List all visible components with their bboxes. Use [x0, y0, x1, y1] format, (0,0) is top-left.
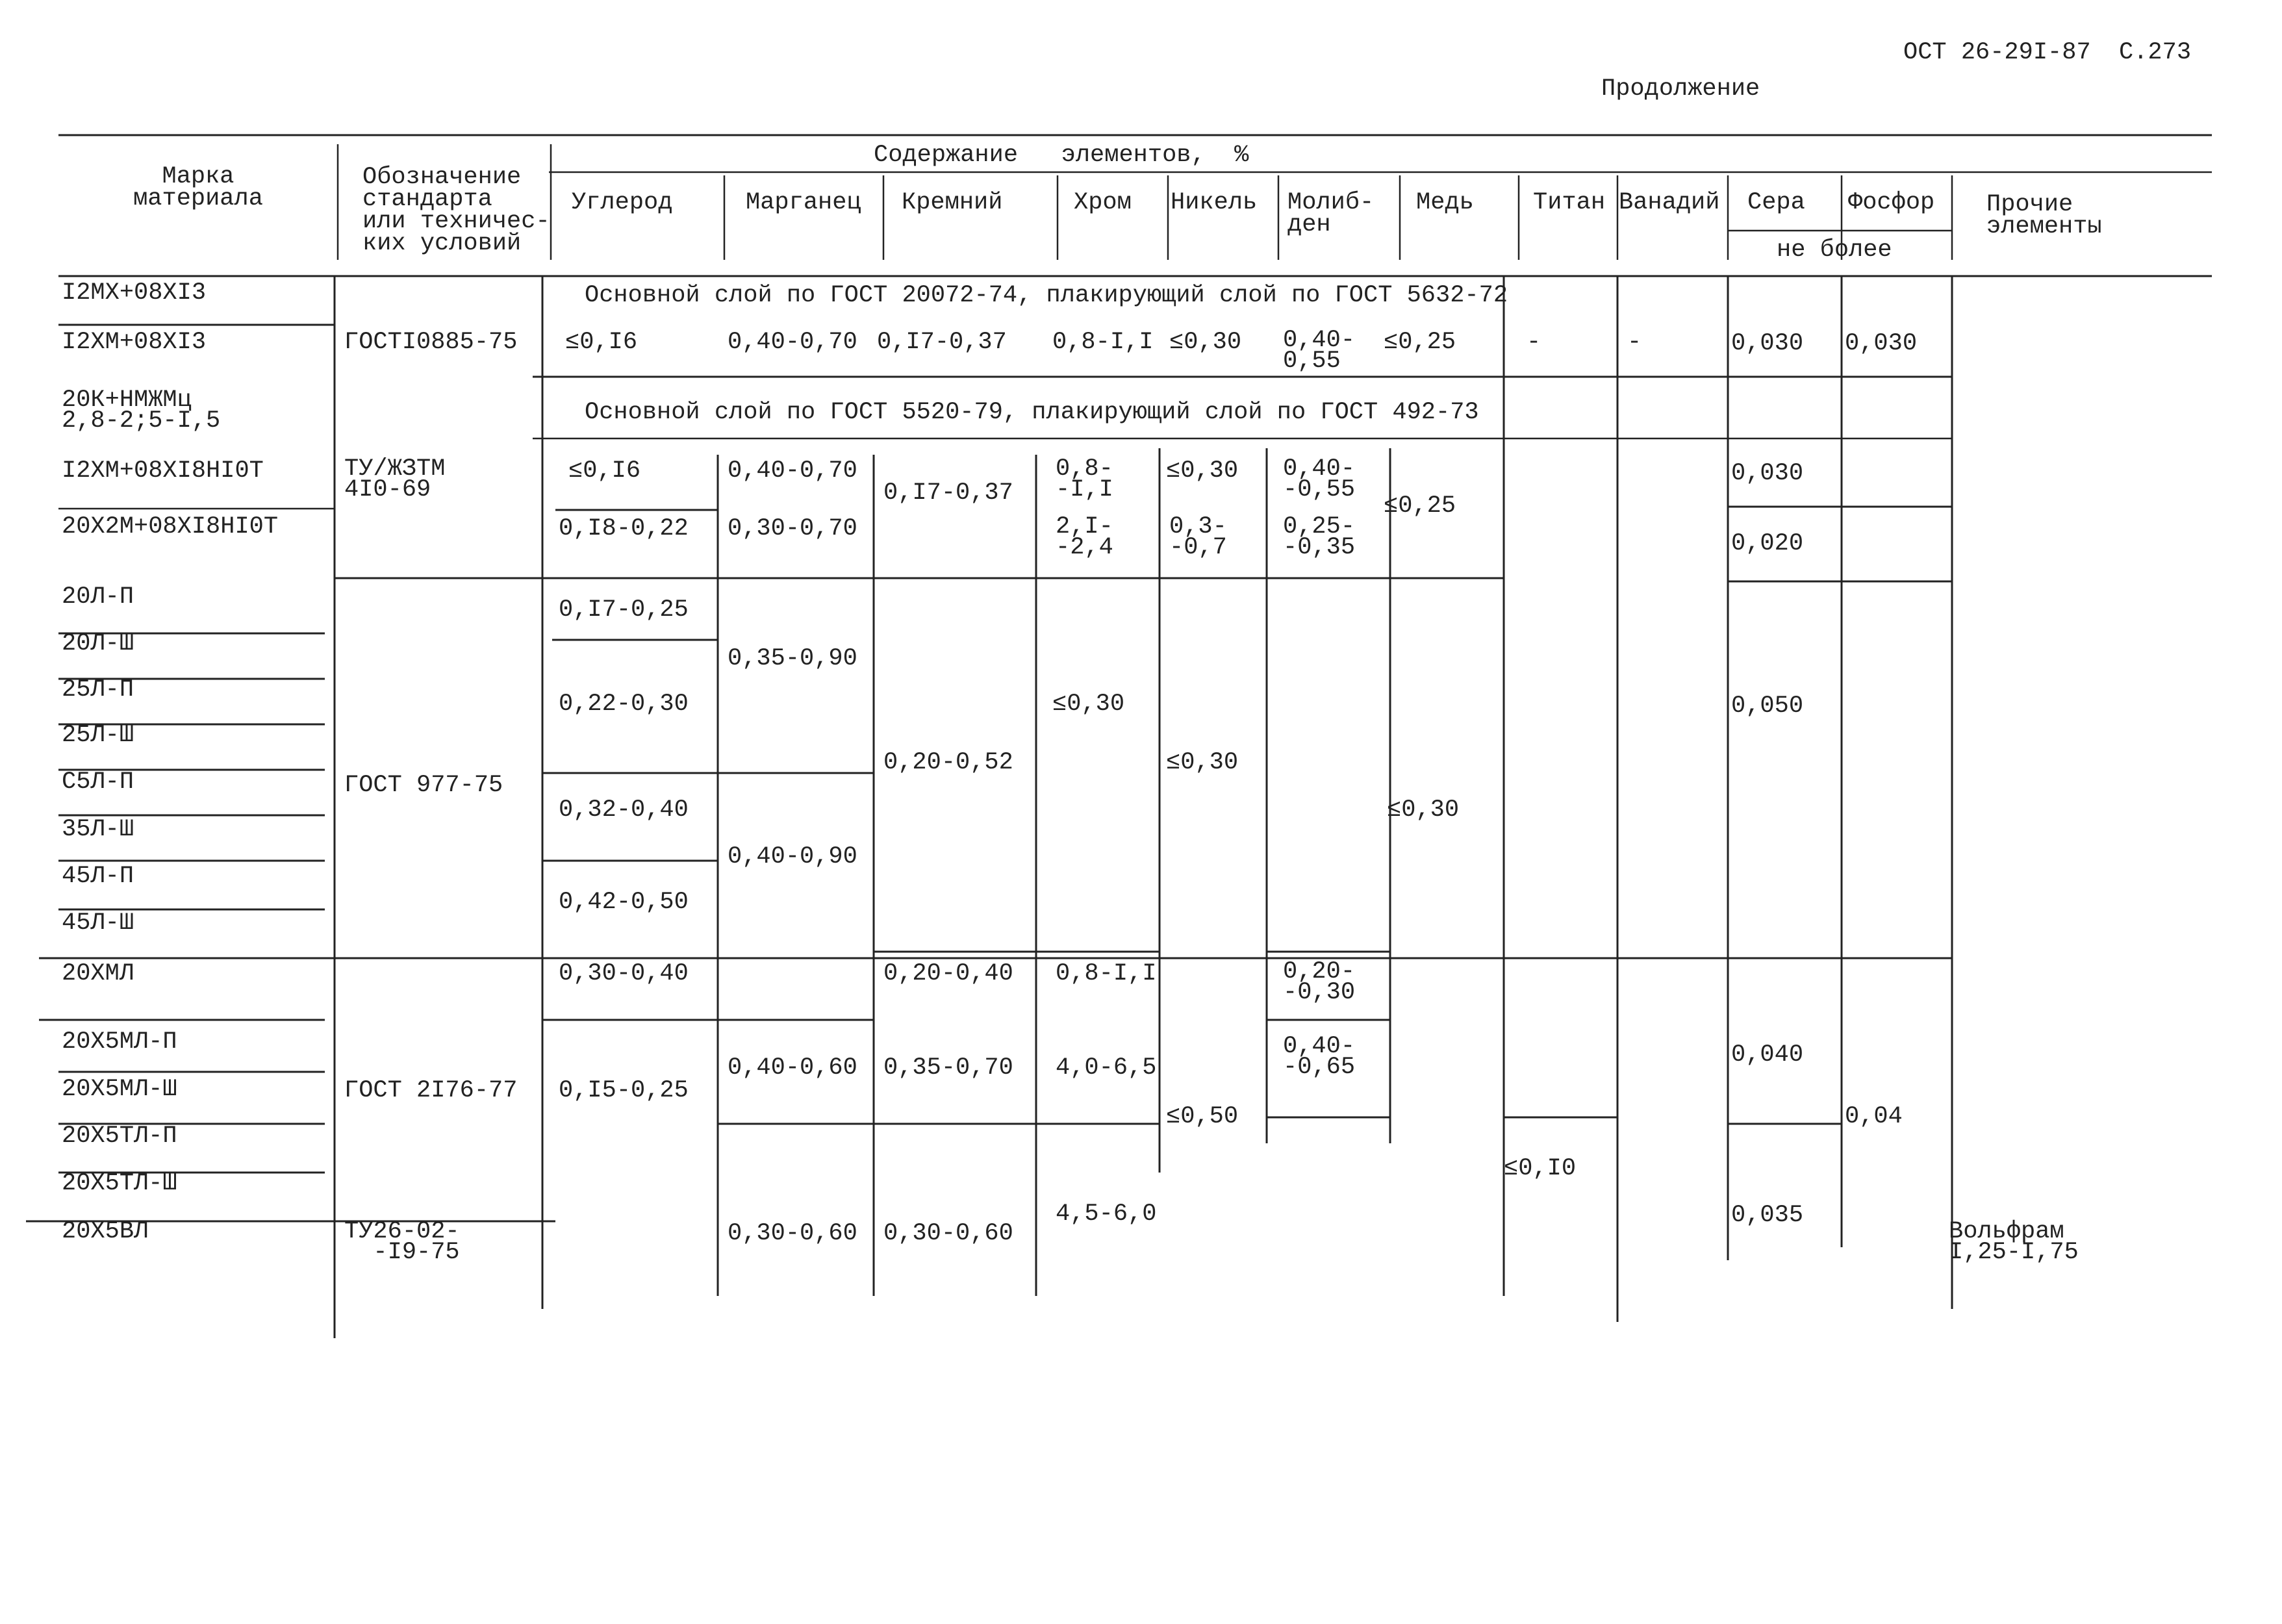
grade-20x2m-08xi8hi0t: 20X2M+08XI8HI0T — [62, 513, 279, 540]
carbon-20x2m: 0,I8-0,22 — [559, 515, 689, 542]
header-sulfur: Сера — [1747, 189, 1805, 216]
sulfur-i2xm-08xi3: 0,030 — [1731, 330, 1804, 357]
phosphorus-i2xm-08xi3: 0,030 — [1845, 330, 1918, 357]
standard-gost-10885: ГОСТI0885-75 — [344, 329, 518, 356]
header-phosphorus: Фосфор — [1848, 189, 1935, 216]
nickel-20x2m: 0,3- -0,7 — [1169, 513, 1227, 561]
molybdenum-i2xm-08xi3: 0,40- 0,55 — [1283, 327, 1356, 375]
standard-tu-zhztm: ТУ/ЖЗТМ 4I0-69 — [344, 455, 446, 503]
grade-35l-sh: 35Л-Ш — [62, 816, 134, 843]
copper-clad-group: ≤0,25 — [1384, 492, 1456, 520]
sulfur-20x5ml: 0,040 — [1731, 1041, 1804, 1069]
grade-45l-p: 45Л-П — [62, 863, 134, 890]
chromium-20x5ml: 4,0-6,5 — [1056, 1054, 1157, 1082]
grade-20xml: 20ХМЛ — [62, 960, 134, 987]
header-other: Прочие элементы — [1986, 191, 2102, 240]
nickel-i2xm-08xi3: ≤0,30 — [1169, 329, 1242, 356]
grade-45l-sh: 45Л-Ш — [62, 909, 134, 937]
manganese-20x2m: 0,30-0,70 — [728, 515, 857, 542]
nickel-20x5-group: ≤0,50 — [1166, 1103, 1239, 1130]
carbon-35l: 0,32-0,40 — [559, 796, 689, 824]
carbon-20l: 0,I7-0,25 — [559, 596, 689, 624]
continuation-label: Продолжение — [1601, 75, 1760, 103]
silicon-i2xm-08xi3: 0,I7-0,37 — [877, 329, 1007, 356]
titanium-20x5tl: ≤0,I0 — [1504, 1155, 1577, 1182]
grade-20x5tl-sh: 20Х5ТЛ-Ш — [62, 1170, 177, 1197]
nickel-cast-group: ≤0,30 — [1166, 749, 1239, 776]
grade-i2xm-08xi3: I2XM+08XI3 — [62, 329, 207, 356]
header-copper: Медь — [1416, 189, 1474, 216]
chromium-20xml: 0,8-I,I — [1056, 960, 1157, 987]
manganese-i2xm-08xi3: 0,40-0,70 — [728, 329, 857, 356]
page-number: С.273 — [2119, 39, 2192, 66]
carbon-20xml: 0,30-0,40 — [559, 960, 689, 987]
carbon-i2xm-08xi8hi0t: ≤0,I6 — [568, 457, 641, 485]
grade-25l-sh: 25Л-Ш — [62, 722, 134, 749]
header-not-more: не более — [1777, 236, 1892, 264]
clad-note-gost-5520: Основной слой по ГОСТ 5520-79, плакирующий слой по ГОСТ 492-73 — [585, 399, 1479, 426]
header-chromium: Хром — [1074, 189, 1132, 216]
silicon-clad-group: 0,I7-0,37 — [883, 479, 1013, 507]
chromium-i2xm-08xi8hi0t: 0,8- -I,I — [1056, 455, 1113, 503]
molybdenum-20x5ml: 0,40- -0,65 — [1283, 1033, 1356, 1081]
manganese-i2xm-08xi8hi0t: 0,40-0,70 — [728, 457, 857, 485]
header-titanium: Титан — [1533, 189, 1606, 216]
grade-i2xm-08xi8hi0t: I2XM+08XI8HI0T — [62, 457, 264, 485]
other-tungsten: Вольфрам I,25-I,75 — [1949, 1218, 2079, 1266]
nickel-i2xm-08xi8hi0t: ≤0,30 — [1166, 457, 1239, 485]
document-reference: ОСТ 26-29I-87 — [1903, 39, 2091, 66]
grade-35l-p: С5Л-П — [62, 768, 134, 796]
header-molybdenum: Молиб- ден — [1287, 189, 1375, 238]
titanium-i2xm-08xi3: - — [1527, 329, 1541, 356]
chromium-20x2m: 2,I- -2,4 — [1056, 513, 1113, 561]
header-carbon: Углерод — [572, 189, 673, 216]
manganese-35l-45l: 0,40-0,90 — [728, 843, 857, 870]
molybdenum-i2xm-08xi8hi0t: 0,40- -0,55 — [1283, 455, 1356, 503]
sulfur-cast-group: 0,050 — [1731, 692, 1804, 720]
chromium-i2xm-08xi3: 0,8-I,I — [1052, 329, 1154, 356]
silicon-20x5ml: 0,35-0,70 — [883, 1054, 1013, 1082]
sulfur-20x2m: 0,020 — [1731, 530, 1804, 557]
sulfur-i2xm-08xi8hi0t: 0,030 — [1731, 460, 1804, 487]
header-content: Содержание элементов, % — [874, 142, 1249, 169]
grade-20k-nmzhmts: 20К+НМЖМц 2,8-2;5-I,5 — [62, 387, 221, 435]
carbon-20x5-group: 0,I5-0,25 — [559, 1077, 689, 1104]
chromium-20x5tl-20x5vl: 4,5-6,0 — [1056, 1200, 1157, 1228]
grade-20x5tl-p: 20Х5ТЛ-П — [62, 1123, 177, 1150]
clad-note-gost-20072: Основной слой по ГОСТ 20072-74, плакирующий слой по ГОСТ 5632-72 — [585, 282, 1508, 309]
standard-gost-2176: ГОСТ 2I76-77 — [344, 1077, 518, 1104]
molybdenum-20xml: 0,20- -0,30 — [1283, 958, 1356, 1006]
grade-25l-p: 25Л-П — [62, 676, 134, 704]
vanadium-i2xm-08xi3: - — [1627, 329, 1642, 356]
header-silicon: Кремний — [902, 189, 1003, 216]
header-grade: Марка материала — [133, 163, 263, 212]
grade-20x5ml-sh: 20Х5МЛ-Ш — [62, 1076, 177, 1103]
sulfur-20x5tl-20x5vl: 0,035 — [1731, 1202, 1804, 1229]
manganese-20x5vl: 0,30-0,60 — [728, 1220, 857, 1247]
silicon-20x5vl: 0,30-0,60 — [883, 1220, 1013, 1247]
standard-tu26-02: ТУ26-02- -I9-75 — [344, 1218, 460, 1266]
grade-i2mx-08xi3: I2MX+08XI3 — [62, 279, 207, 307]
copper-cast-group: ≤0,30 — [1387, 796, 1460, 824]
manganese-20l-25l: 0,35-0,90 — [728, 645, 857, 672]
grade-20x5ml-p: 20Х5МЛ-П — [62, 1028, 177, 1056]
grade-20x5vl: 20Х5ВЛ — [62, 1218, 149, 1245]
phosphorus-20x5-group: 0,04 — [1845, 1103, 1903, 1130]
carbon-45l: 0,42-0,50 — [559, 889, 689, 916]
header-manganese: Марганец — [746, 189, 861, 216]
grade-20l-sh: 20Л-Ш — [62, 630, 134, 657]
standard-gost-977: ГОСТ 977-75 — [344, 772, 503, 799]
carbon-i2xm-08xi3: ≤0,I6 — [565, 329, 638, 356]
copper-i2xm-08xi3: ≤0,25 — [1384, 329, 1456, 356]
header-standard: Обозначение стандарта или техничес- ких условий — [362, 164, 550, 257]
grade-20l-p: 20Л-П — [62, 583, 134, 611]
chromium-cast-group: ≤0,30 — [1052, 691, 1125, 718]
manganese-20x5ml: 0,40-0,60 — [728, 1054, 857, 1082]
header-vanadium: Ванадий — [1619, 189, 1720, 216]
silicon-20xml: 0,20-0,40 — [883, 960, 1013, 987]
silicon-cast-group: 0,20-0,52 — [883, 749, 1013, 776]
carbon-25l: 0,22-0,30 — [559, 691, 689, 718]
molybdenum-20x2m: 0,25- -0,35 — [1283, 513, 1356, 561]
header-nickel: Никель — [1171, 189, 1258, 216]
